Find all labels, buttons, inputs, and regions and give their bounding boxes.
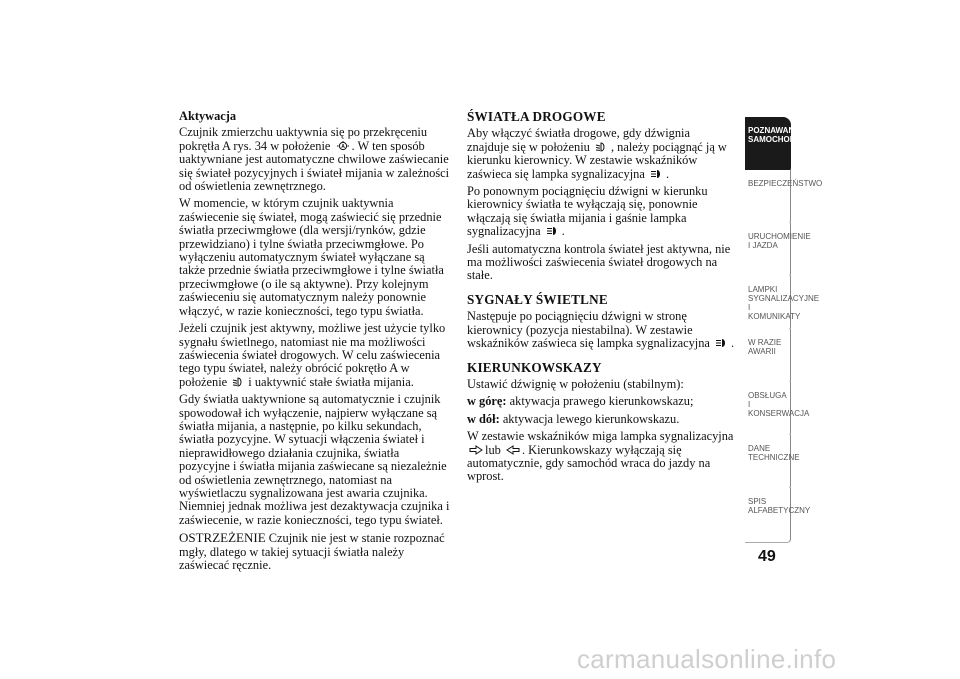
watermark: carmanualsonline.info: [577, 644, 837, 674]
heading-sygnaly-swietlne: SYGNAŁY ŚWIETLNE: [467, 291, 608, 307]
low-beam-icon: [595, 142, 609, 152]
text: . W ten sposób uaktywniane jest automatyczne chwilowe zaświecanie się świateł pozycyjnych i świateł mijania w zależności od oświetlenia zewnętrznego.: [179, 138, 450, 194]
heading-swiatla-drogowe: ŚWIATŁA DROGOWE: [467, 109, 606, 124]
high-beam-icon: [650, 169, 664, 179]
tab-uruchomienie-i-jazda[interactable]: URUCHOMIENIE I JAZDA: [745, 223, 791, 278]
text: i uaktywnić stałe światła mijania.: [248, 374, 414, 389]
text: .: [665, 166, 670, 181]
tab-spis-alfabetyczny[interactable]: SPIS ALFABETYCZNY: [745, 488, 791, 543]
warning-text: Czujnik nie jest w stanie rozpoznać mgły, dlatego w takiej sytuacji światła należy zaświecać ręcznie.: [179, 531, 445, 572]
tab-poznawanie-samochodu[interactable]: POZNAWANIE SAMOCHODU: [745, 117, 791, 172]
auto-light-icon: [336, 141, 350, 151]
tab-obsluga-i-konserwacja[interactable]: OBSŁUGA I KONSERWACJA: [745, 382, 791, 437]
svg-text:A: A: [340, 143, 345, 150]
warning-title: OSTRZEŻENIE: [179, 530, 266, 546]
tab-dane-techniczne[interactable]: DANE TECHNICZNE: [745, 435, 791, 490]
text: Następuje po pociągnięciu dźwigni w stronę kierownicy (pozycja niestabilna). W zestawie wskaźników zaświeca się lampka sygnalizacyjna: [467, 309, 710, 351]
turn-right-arrow-icon: [469, 445, 483, 455]
left-column: [179, 110, 451, 576]
text: Aby włączyć światła drogowe, gdy dźwignia znajduje się w położeniu: [467, 126, 690, 154]
text: , należy pociągnąć ją w kierunku kierownicy. W zestawie wskaźników zaświeca się lampka sygnalizacyjna: [467, 139, 727, 181]
heading-kierunkowskazy: KIERUNKOWSKAZY: [467, 359, 602, 375]
paragraph: Gdy światła uaktywnione są automatycznie i czujnik spowodował ich wyłączenie, najpierw wyłączane są światła mijania, a następnie, po kilku sekundach, światła pozycyjne. W sytuacji włączenia świateł i nieprawidłowego działania czujnika, światła pozycyjne i światła mijania zaświecane są niezależnie od oświetlenia zewnętrznego, natomiast na wyświetlaczu sygnalizowana jest awaria czujnika. Niemniej jednak możliwa jest dezaktywacja czujnika i zaświecenie, w razie konieczności, tego typu świateł.: [179, 392, 450, 527]
low-beam-icon: [232, 377, 246, 387]
paragraph: [179, 322, 451, 389]
paragraph: [467, 127, 735, 181]
high-beam-icon: [546, 226, 560, 236]
text: Jeżeli czujnik jest aktywny, możliwe jest użycie tylko sygnału świetlnego, natomiast nie ma możliwości zaświecenia świateł drogowych. W celu zaświecenia tego typu świateł, należy obrócić pokrętło A w położenie: [179, 321, 446, 389]
paragraph: [467, 430, 735, 484]
turn-left-arrow-icon: [506, 445, 520, 455]
text: .: [561, 224, 565, 239]
label-up: w górę:: [467, 394, 507, 409]
paragraph: [179, 126, 451, 193]
list-item: [467, 413, 735, 426]
warning-paragraph: [179, 531, 451, 572]
paragraph: Ustawić dźwignię w położeniu (stabilnym):: [467, 376, 684, 391]
text: lub: [485, 442, 501, 457]
paragraph: W momencie, w którym czujnik uaktywnia zaświecenie się świateł, mogą zaświecić się przednie światła przeciwmgłowe (dla wersji/rynków, gdzie przewidziano) i tylne światła przeciwmgłowe. Po wyłączeniu automatycznym świateł wyłączane są także przednie światła przeciwmgłowe i tylne światła przeciwmgłowe (o ile są aktywne). Przy kolejnym zaświeceniu się automatycznym należy ponownie włączyć, w razie konieczności, tego typu światła.: [179, 196, 444, 318]
tab-w-razie-awarii[interactable]: W RAZIE AWARII: [745, 329, 791, 384]
text: W zestawie wskaźników miga lampka sygnalizacyjna: [467, 429, 734, 444]
paragraph: Jeśli automatyczna kontrola świateł jest aktywna, nie ma możliwości zaświecenia świateł drogowych na stałe.: [467, 241, 731, 283]
text: aktywacja prawego kierunkowskazu;: [509, 394, 694, 409]
text: aktywacja lewego kierunkowskazu.: [502, 411, 680, 426]
text: Po ponownym pociągnięciu dźwigni w kierunku kierownicy światła te wyłączają się, ponownie włączają się światła mijania i gaśnie lampka sygnalizacyjna: [467, 184, 708, 239]
text: .: [731, 336, 735, 351]
tab-lampki-sygnalizacyjne[interactable]: LAMPKI SYGNALIZACYJNE I KOMUNIKATY: [745, 276, 791, 331]
paragraph: [467, 310, 735, 350]
paragraph: [467, 185, 735, 239]
text: Czujnik zmierzchu uaktywnia się po przekręceniu pokrętła A rys. 34 w położenie: [179, 125, 428, 153]
right-column: [467, 110, 735, 488]
subheading-aktywacja: Aktywacja: [179, 109, 237, 123]
label-down: w dół:: [467, 411, 500, 426]
page-number: 49: [758, 548, 776, 565]
tab-bezpieczenstwo[interactable]: BEZPIECZEŃSTWO: [745, 170, 791, 225]
list-item: [467, 395, 735, 408]
high-beam-icon: [715, 338, 729, 348]
text: . Kierunkowskazy wyłączają się automatycznie, gdy samochód wraca do jazdy na wprost.: [467, 442, 711, 484]
